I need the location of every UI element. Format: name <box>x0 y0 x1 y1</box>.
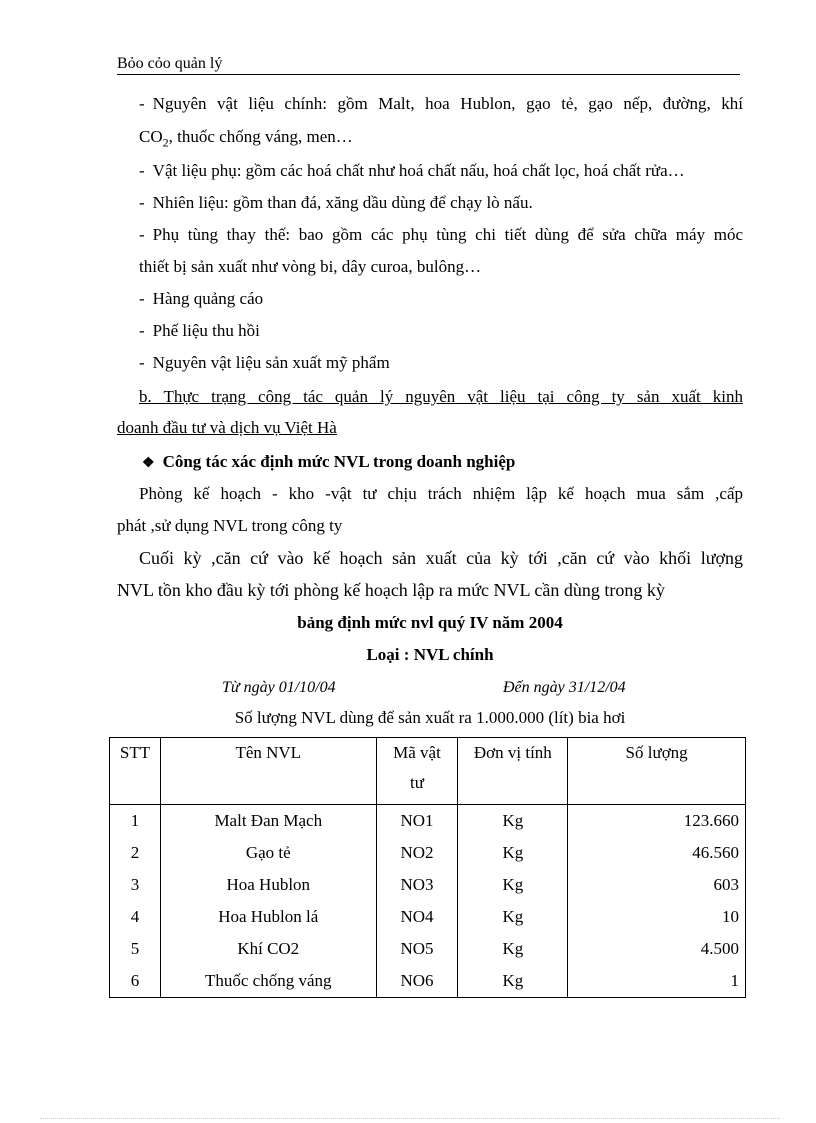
header-code-line1: Mã vật <box>393 743 441 762</box>
table-row <box>110 837 746 869</box>
bullet-dash: - <box>139 161 145 180</box>
table-row <box>110 805 746 838</box>
table-header-row <box>110 738 746 805</box>
co2-prefix: CO <box>139 127 163 146</box>
bullet-advertising-goods <box>139 288 765 310</box>
paragraph-1-line2: phát ,sử dụng NVL trong công ty <box>117 516 343 535</box>
bullet-dash: - <box>139 225 145 244</box>
cell-stt: 5 <box>110 933 161 965</box>
bullet-text-continued: , thuốc chống váng, men… <box>168 127 353 146</box>
bullet-fuel <box>139 192 765 214</box>
cell-stt: 2 <box>110 837 161 869</box>
cell-unit: Kg <box>458 805 568 838</box>
paragraph-2-line2: NVL tồn kho đầu kỳ tới phòng kế hoạch lập ra mức NVL cần dùng trong kỳ <box>117 580 665 600</box>
cell-code: NO5 <box>376 933 458 965</box>
subheading-text: Công tác xác định mức NVL trong doanh nghiệp <box>162 452 516 471</box>
bullet-dash: - <box>139 193 145 212</box>
cell-quantity: 603 <box>568 869 746 901</box>
cell-unit: Kg <box>458 837 568 869</box>
bullet-auxiliary-materials <box>139 160 765 182</box>
bullet-dash: - <box>139 321 145 340</box>
bullet-text: Phế liệu thu hồi <box>152 321 260 340</box>
cell-quantity: 1 <box>568 965 746 998</box>
bullet-text: Nguyên vật liệu chính: gồm Malt, hoa Hublon, gạo tẻ, gạo nếp, đường, khí <box>152 94 743 113</box>
table-row <box>110 901 746 933</box>
bullet-raw-materials-line2 <box>139 126 765 153</box>
cell-name: Hoa Hublon lá <box>160 901 376 933</box>
header-quantity: Số lượng <box>568 738 746 805</box>
header-name: Tên NVL <box>160 738 376 805</box>
paragraph-1-line1: Phòng kế hoạch - kho -vật tư chịu trách nhiệm lập kế hoạch mua sắm ,cấp <box>139 484 743 503</box>
bullet-text: Phụ tùng thay thế: bao gồm các phụ tùng chi tiết dùng để sửa chữa máy móc <box>152 225 743 244</box>
cell-unit: Kg <box>458 965 568 998</box>
bullet-spare-parts-line2: thiết bị sản xuất như vòng bi, dây curoa, bulông… <box>139 257 482 276</box>
table-row <box>110 869 746 901</box>
cell-code: NO3 <box>376 869 458 901</box>
date-from: Từ ngày 01/10/04 <box>222 679 336 696</box>
bullet-text: Nhiên liệu: gồm than đá, xăng dầu dùng để chạy lò nấu. <box>152 193 533 212</box>
bullet-text: Vật liệu phụ: gồm các hoá chất như hoá chất nấu, hoá chất lọc, hoá chất rửa… <box>152 161 685 180</box>
section-b-heading-text: doanh đầu tư và dịch vụ Việt Hà <box>117 418 337 437</box>
cell-stt: 3 <box>110 869 161 901</box>
cell-name: Gạo tẻ <box>160 837 376 869</box>
cell-quantity: 46.560 <box>568 837 746 869</box>
cell-unit: Kg <box>458 933 568 965</box>
subheading <box>142 451 768 475</box>
bullet-scrap <box>139 320 765 342</box>
bullet-raw-materials-line1 <box>117 93 743 115</box>
paragraph-2-line1: Cuối kỳ ,căn cứ vào kế hoạch sản xuất của kỳ tới ,căn cứ vào khối lượng <box>139 548 743 568</box>
table-subtitle: Loại : NVL chính <box>366 645 494 664</box>
bullet-dash: - <box>139 289 145 308</box>
cell-name: Hoa Hublon <box>160 869 376 901</box>
bullet-cosmetics-materials <box>139 352 765 374</box>
bullet-dash: - <box>139 94 145 113</box>
table-row <box>110 933 746 965</box>
bullet-spare-parts-line1 <box>139 224 743 246</box>
table-title: bảng định mức nvl quý IV năm 2004 <box>297 613 563 632</box>
co2-subscript: 2 <box>162 135 169 150</box>
cell-unit: Kg <box>458 869 568 901</box>
diamond-bullet-icon: ❖ <box>142 456 155 471</box>
cell-stt: 1 <box>110 805 161 838</box>
header-code-line2: tư <box>410 773 424 792</box>
cell-name: Malt Đan Mạch <box>160 805 376 838</box>
cell-quantity: 4.500 <box>568 933 746 965</box>
page-header: Bỏo cỏo quản lý <box>117 54 740 75</box>
bullet-dash: - <box>139 353 145 372</box>
cell-quantity: 10 <box>568 901 746 933</box>
cell-unit: Kg <box>458 901 568 933</box>
cell-quantity: 123.660 <box>568 805 746 838</box>
cell-code: NO1 <box>376 805 458 838</box>
header-unit: Đơn vị tính <box>458 738 568 805</box>
date-to: Đến ngày 31/12/04 <box>503 679 626 696</box>
cell-name: Thuốc chống váng <box>160 965 376 998</box>
header-stt: STT <box>110 738 161 805</box>
materials-norm-table <box>109 737 746 998</box>
cell-code: NO4 <box>376 901 458 933</box>
cell-stt: 6 <box>110 965 161 998</box>
table-caption: Số lượng NVL dùng để sản xuất ra 1.000.000 (lít) bia hơi <box>234 708 626 727</box>
header-code <box>376 738 458 805</box>
bullet-text: Hàng quảng cáo <box>152 289 264 308</box>
section-b-heading-line1: b. Thực trạng công tác quản lý nguyên vật liệu tại công ty sản xuất kinh <box>139 387 743 406</box>
table-row <box>110 965 746 998</box>
cell-code: NO2 <box>376 837 458 869</box>
page-bottom-divider <box>40 1118 780 1119</box>
cell-name: Khí CO2 <box>160 933 376 965</box>
cell-code: NO6 <box>376 965 458 998</box>
bullet-text: Nguyên vật liệu sản xuất mỹ phẩm <box>152 353 390 372</box>
section-b-heading-line2 <box>117 417 743 439</box>
cell-stt: 4 <box>110 901 161 933</box>
